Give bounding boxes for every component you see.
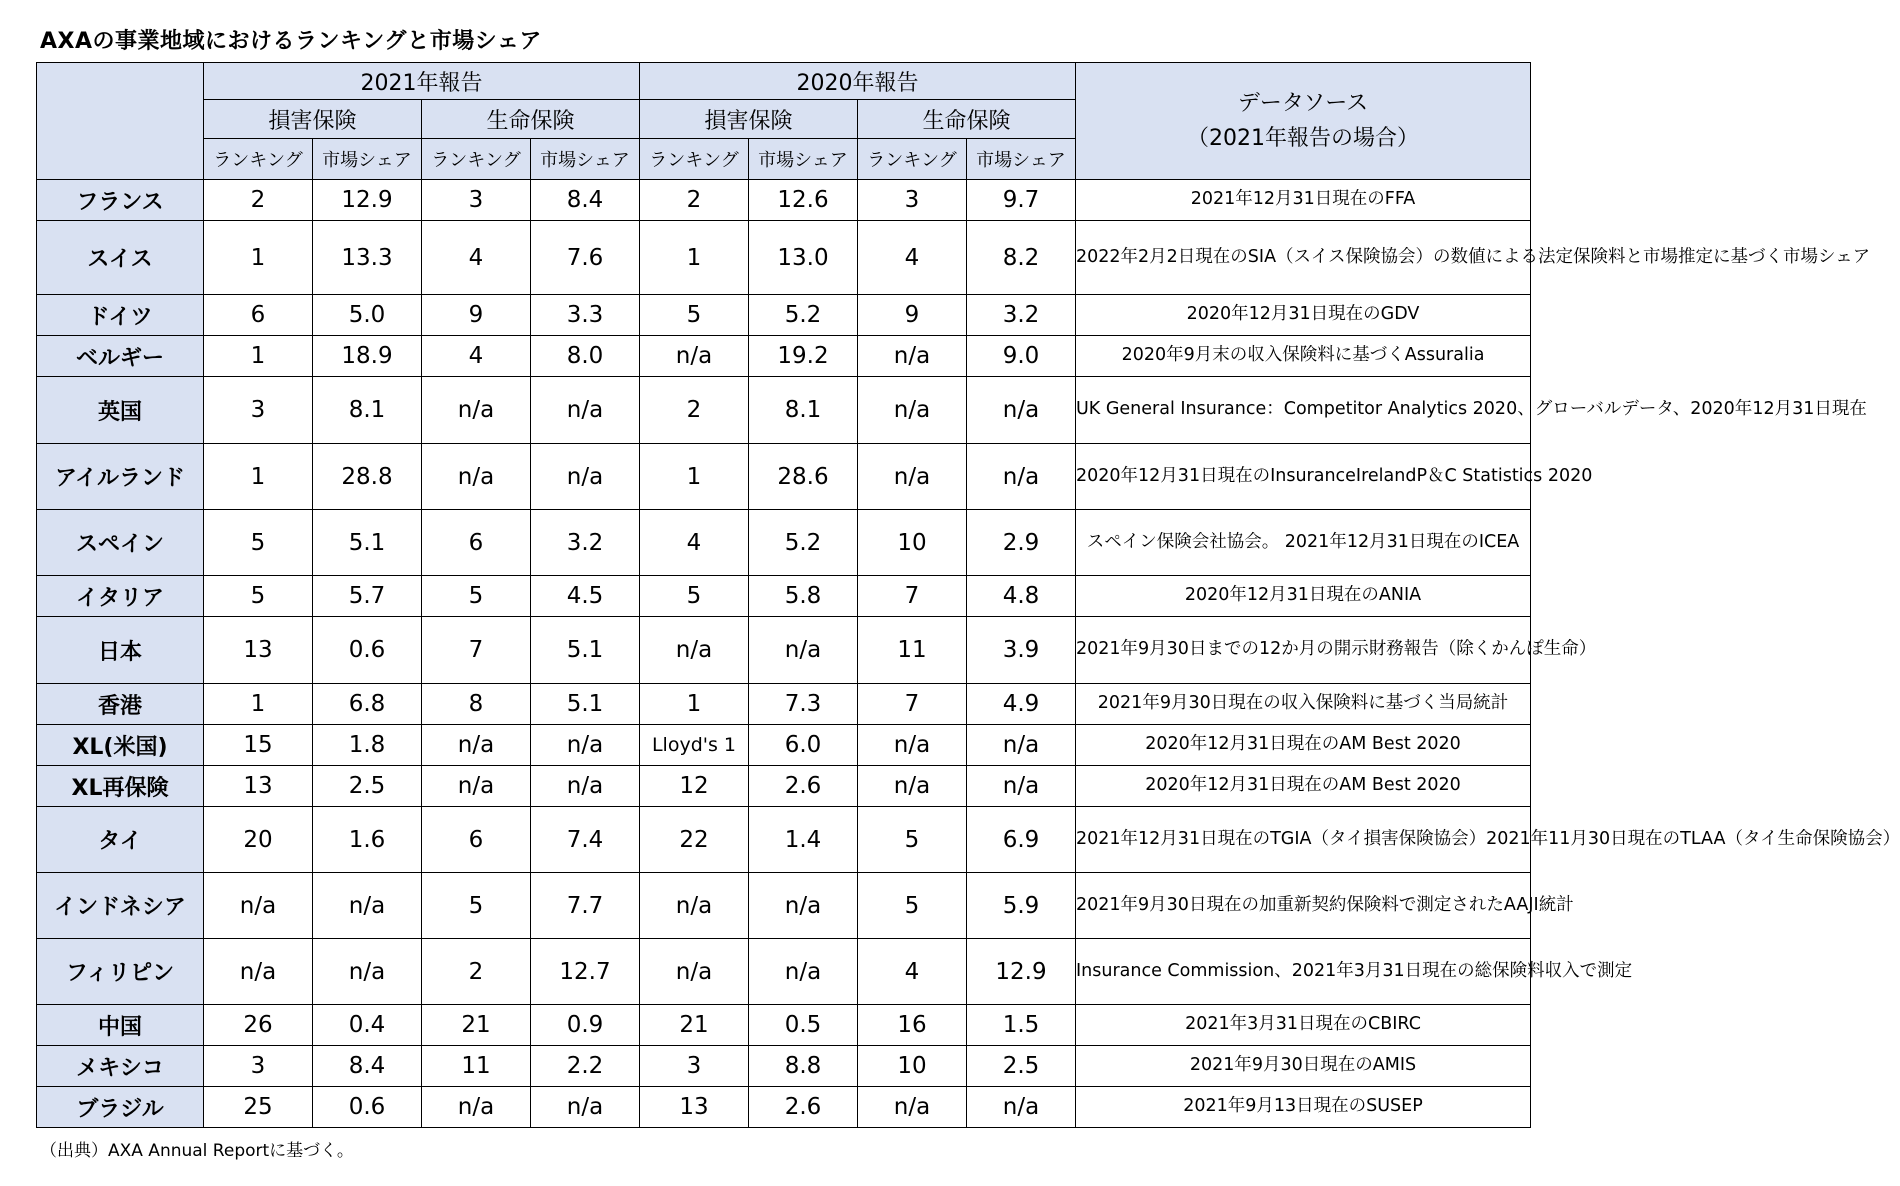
source-cell: 2021年9月30日現在のAMIS	[1076, 1046, 1531, 1087]
value-cell: 3	[204, 377, 313, 444]
value-cell: n/a	[640, 336, 749, 377]
value-cell: 8.0	[531, 336, 640, 377]
value-cell: 12.6	[749, 180, 858, 221]
country-cell: イタリア	[37, 576, 204, 617]
value-cell: n/a	[313, 873, 422, 939]
country-cell: アイルランド	[37, 444, 204, 510]
value-cell: 8.4	[313, 1046, 422, 1087]
value-cell: 5	[858, 873, 967, 939]
table-row	[37, 766, 1531, 807]
header-2020-life-share: 市場シェア	[967, 139, 1076, 180]
table-row	[37, 510, 1531, 576]
value-cell: n/a	[422, 377, 531, 444]
value-cell: 1	[204, 684, 313, 725]
value-cell: n/a	[967, 444, 1076, 510]
table-row	[37, 221, 1531, 295]
value-cell: 5.9	[967, 873, 1076, 939]
table-row	[37, 939, 1531, 1005]
header-2021-nonlife-share: 市場シェア	[313, 139, 422, 180]
header-2020: 2020年報告	[640, 63, 1076, 100]
value-cell: n/a	[531, 377, 640, 444]
value-cell: 8	[422, 684, 531, 725]
country-cell: タイ	[37, 807, 204, 873]
value-cell: 5	[204, 576, 313, 617]
value-cell: 8.1	[313, 377, 422, 444]
value-cell: n/a	[858, 725, 967, 766]
source-cell: 2020年12月31日現在のGDV	[1076, 295, 1531, 336]
value-cell: n/a	[422, 725, 531, 766]
value-cell: 4.9	[967, 684, 1076, 725]
value-cell: 2	[204, 180, 313, 221]
header-2020-nonlife: 損害保険	[640, 100, 858, 139]
value-cell: 2.6	[749, 1087, 858, 1128]
value-cell: 1	[640, 221, 749, 295]
country-cell: ベルギー	[37, 336, 204, 377]
value-cell: n/a	[313, 939, 422, 1005]
value-cell: 6.8	[313, 684, 422, 725]
value-cell: 0.9	[531, 1005, 640, 1046]
source-cell: 2021年9月30日現在の収入保険料に基づく当局統計	[1076, 684, 1531, 725]
value-cell: 13	[204, 766, 313, 807]
value-cell: 4	[422, 221, 531, 295]
value-cell: 3	[204, 1046, 313, 1087]
value-cell: 19.2	[749, 336, 858, 377]
country-cell: 中国	[37, 1005, 204, 1046]
value-cell: 1.6	[313, 807, 422, 873]
value-cell: n/a	[858, 444, 967, 510]
header-source-subtitle: （2021年報告の場合）	[1187, 126, 1419, 151]
value-cell: 0.4	[313, 1005, 422, 1046]
value-cell: 25	[204, 1087, 313, 1128]
header-2021-life-ranking: ランキング	[422, 139, 531, 180]
value-cell: n/a	[858, 766, 967, 807]
value-cell: 2.9	[967, 510, 1076, 576]
value-cell: 1.8	[313, 725, 422, 766]
value-cell: 12.9	[313, 180, 422, 221]
source-cell: 2020年12月31日現在のInsuranceIrelandP＆C Statistics 2020	[1076, 444, 1531, 510]
value-cell: 7	[858, 576, 967, 617]
value-cell: 12.9	[967, 939, 1076, 1005]
value-cell: 5	[640, 576, 749, 617]
value-cell: 5	[858, 807, 967, 873]
country-cell: スイス	[37, 221, 204, 295]
value-cell: 3.3	[531, 295, 640, 336]
source-cell: 2021年12月31日現在のTGIA（タイ損害保険協会）2021年11月30日現在のTLAA（タイ生命保険協会）	[1076, 807, 1531, 873]
value-cell: 7.6	[531, 221, 640, 295]
value-cell: 11	[858, 617, 967, 684]
source-cell: 2021年9月30日現在の加重新契約保険料で測定されたAAJI統計	[1076, 873, 1531, 939]
value-cell: 1	[640, 444, 749, 510]
value-cell: 5.2	[749, 295, 858, 336]
value-cell: n/a	[858, 377, 967, 444]
value-cell: 2.6	[749, 766, 858, 807]
value-cell: 5.2	[749, 510, 858, 576]
value-cell: n/a	[967, 725, 1076, 766]
value-cell: 0.6	[313, 617, 422, 684]
source-cell: 2021年12月31日現在のFFA	[1076, 180, 1531, 221]
value-cell: n/a	[749, 939, 858, 1005]
value-cell: 10	[858, 510, 967, 576]
value-cell: 13.3	[313, 221, 422, 295]
value-cell: 1.5	[967, 1005, 1076, 1046]
header-2020-nonlife-ranking: ランキング	[640, 139, 749, 180]
table-body	[37, 180, 1900, 1128]
source-cell: 2020年12月31日現在のANIA	[1076, 576, 1531, 617]
value-cell: 7.7	[531, 873, 640, 939]
value-cell: 8.4	[531, 180, 640, 221]
value-cell: n/a	[749, 617, 858, 684]
value-cell: 1	[640, 684, 749, 725]
value-cell: 6	[204, 295, 313, 336]
value-cell: 2.5	[967, 1046, 1076, 1087]
value-cell: 4	[422, 336, 531, 377]
table-row	[37, 873, 1531, 939]
table-row	[37, 295, 1531, 336]
value-cell: 15	[204, 725, 313, 766]
value-cell: n/a	[204, 873, 313, 939]
table-row	[37, 336, 1531, 377]
value-cell: 9.0	[967, 336, 1076, 377]
value-cell: n/a	[531, 725, 640, 766]
value-cell: 8.1	[749, 377, 858, 444]
value-cell: 1.4	[749, 807, 858, 873]
header-2021-life-share: 市場シェア	[531, 139, 640, 180]
value-cell: 5.0	[313, 295, 422, 336]
value-cell: n/a	[531, 1087, 640, 1128]
value-cell: n/a	[967, 766, 1076, 807]
source-cell: 2020年9月末の収入保険料に基づくAssuralia	[1076, 336, 1531, 377]
source-cell: 2021年3月31日現在のCBIRC	[1076, 1005, 1531, 1046]
value-cell: n/a	[531, 444, 640, 510]
country-cell: 英国	[37, 377, 204, 444]
value-cell: 11	[422, 1046, 531, 1087]
value-cell: 6	[422, 807, 531, 873]
country-cell: XL再保険	[37, 766, 204, 807]
value-cell: 2.2	[531, 1046, 640, 1087]
country-cell: 香港	[37, 684, 204, 725]
value-cell: n/a	[858, 1087, 967, 1128]
country-cell: スペイン	[37, 510, 204, 576]
value-cell: 5	[204, 510, 313, 576]
header-2020-nonlife-share: 市場シェア	[749, 139, 858, 180]
value-cell: 2	[422, 939, 531, 1005]
value-cell: n/a	[967, 377, 1076, 444]
value-cell: 3.9	[967, 617, 1076, 684]
value-cell: n/a	[422, 766, 531, 807]
value-cell: 22	[640, 807, 749, 873]
value-cell: 13	[640, 1087, 749, 1128]
ranking-table	[36, 62, 1900, 1128]
country-cell: フィリピン	[37, 939, 204, 1005]
value-cell: 3.2	[967, 295, 1076, 336]
value-cell: 13.0	[749, 221, 858, 295]
header-2020-life: 生命保険	[858, 100, 1076, 139]
value-cell: 4.5	[531, 576, 640, 617]
value-cell: 3	[858, 180, 967, 221]
value-cell: 2.5	[313, 766, 422, 807]
value-cell: 0.5	[749, 1005, 858, 1046]
table-row	[37, 1087, 1531, 1128]
value-cell: Lloyd's 1	[640, 725, 749, 766]
value-cell: 9	[422, 295, 531, 336]
value-cell: 9.7	[967, 180, 1076, 221]
header-2021: 2021年報告	[204, 63, 640, 100]
value-cell: 7.3	[749, 684, 858, 725]
value-cell: 21	[640, 1005, 749, 1046]
value-cell: 18.9	[313, 336, 422, 377]
country-cell: ブラジル	[37, 1087, 204, 1128]
table-row	[37, 377, 1531, 444]
table-row	[37, 725, 1531, 766]
value-cell: 5	[422, 576, 531, 617]
table-row	[37, 617, 1531, 684]
page-title: AXAの事業地域におけるランキングと市場シェア	[40, 29, 542, 54]
value-cell: 4	[640, 510, 749, 576]
value-cell: 2	[640, 180, 749, 221]
value-cell: 1	[204, 336, 313, 377]
source-cell: 2020年12月31日現在のAM Best 2020	[1076, 725, 1531, 766]
footnote: （出典）AXA Annual Reportに基づく。	[40, 1141, 354, 1161]
table-row	[37, 684, 1531, 725]
value-cell: 7	[858, 684, 967, 725]
table-row	[37, 576, 1531, 617]
value-cell: 5.1	[531, 684, 640, 725]
value-cell: n/a	[640, 873, 749, 939]
value-cell: 10	[858, 1046, 967, 1087]
header-2021-life: 生命保険	[422, 100, 640, 139]
header-country-blank	[37, 63, 204, 180]
header-2021-nonlife-ranking: ランキング	[204, 139, 313, 180]
value-cell: 26	[204, 1005, 313, 1046]
value-cell: 8.8	[749, 1046, 858, 1087]
country-cell: 日本	[37, 617, 204, 684]
table-row	[37, 444, 1531, 510]
value-cell: 16	[858, 1005, 967, 1046]
source-cell: 2021年9月30日までの12か月の開示財務報告（除くかんぽ生命）	[1076, 617, 1531, 684]
value-cell: 21	[422, 1005, 531, 1046]
value-cell: 5.1	[313, 510, 422, 576]
value-cell: 5.8	[749, 576, 858, 617]
table-row	[37, 1005, 1531, 1046]
value-cell: 12.7	[531, 939, 640, 1005]
value-cell: n/a	[422, 1087, 531, 1128]
header-source-title: データソース	[1237, 90, 1369, 116]
value-cell: n/a	[531, 766, 640, 807]
value-cell: 5.7	[313, 576, 422, 617]
source-cell: Insurance Commission、2021年3月31日現在の総保険料収入で測定	[1076, 939, 1531, 1005]
value-cell: 1	[204, 444, 313, 510]
value-cell: 7	[422, 617, 531, 684]
value-cell: n/a	[204, 939, 313, 1005]
source-cell: スペイン保険会社協会。 2021年12月31日現在のICEA	[1076, 510, 1531, 576]
source-cell: UK General Insurance：Competitor Analytics 2020、グローバルデータ、2020年12月31日現在	[1076, 377, 1531, 444]
table-row	[37, 807, 1531, 873]
value-cell: 3	[640, 1046, 749, 1087]
value-cell: 5.1	[531, 617, 640, 684]
source-cell: 2022年2月2日現在のSIA（スイス保険協会）の数値による法定保険料と市場推定に基づく市場シェア	[1076, 221, 1531, 295]
value-cell: 6	[422, 510, 531, 576]
header-2020-life-ranking: ランキング	[858, 139, 967, 180]
country-cell: フランス	[37, 180, 204, 221]
value-cell: 5	[640, 295, 749, 336]
value-cell: 3	[422, 180, 531, 221]
table-row	[37, 1046, 1531, 1087]
header-2021-nonlife: 損害保険	[204, 100, 422, 139]
value-cell: 4	[858, 221, 967, 295]
source-cell: 2021年9月13日現在のSUSEP	[1076, 1087, 1531, 1128]
value-cell: n/a	[967, 1087, 1076, 1128]
value-cell: 6.9	[967, 807, 1076, 873]
value-cell: 3.2	[531, 510, 640, 576]
country-cell: XL(米国)	[37, 725, 204, 766]
country-cell: インドネシア	[37, 873, 204, 939]
value-cell: 7.4	[531, 807, 640, 873]
source-cell: 2020年12月31日現在のAM Best 2020	[1076, 766, 1531, 807]
header-source	[1076, 63, 1531, 180]
value-cell: n/a	[422, 444, 531, 510]
value-cell: 28.8	[313, 444, 422, 510]
value-cell: 13	[204, 617, 313, 684]
value-cell: 20	[204, 807, 313, 873]
value-cell: 4.8	[967, 576, 1076, 617]
value-cell: 9	[858, 295, 967, 336]
value-cell: 5	[422, 873, 531, 939]
country-cell: メキシコ	[37, 1046, 204, 1087]
value-cell: n/a	[749, 873, 858, 939]
value-cell: n/a	[640, 617, 749, 684]
value-cell: 6.0	[749, 725, 858, 766]
value-cell: 8.2	[967, 221, 1076, 295]
value-cell: 28.6	[749, 444, 858, 510]
value-cell: 4	[858, 939, 967, 1005]
value-cell: 2	[640, 377, 749, 444]
value-cell: n/a	[640, 939, 749, 1005]
value-cell: n/a	[858, 336, 967, 377]
value-cell: 0.6	[313, 1087, 422, 1128]
value-cell: 12	[640, 766, 749, 807]
country-cell: ドイツ	[37, 295, 204, 336]
table-row	[37, 180, 1531, 221]
value-cell: 1	[204, 221, 313, 295]
